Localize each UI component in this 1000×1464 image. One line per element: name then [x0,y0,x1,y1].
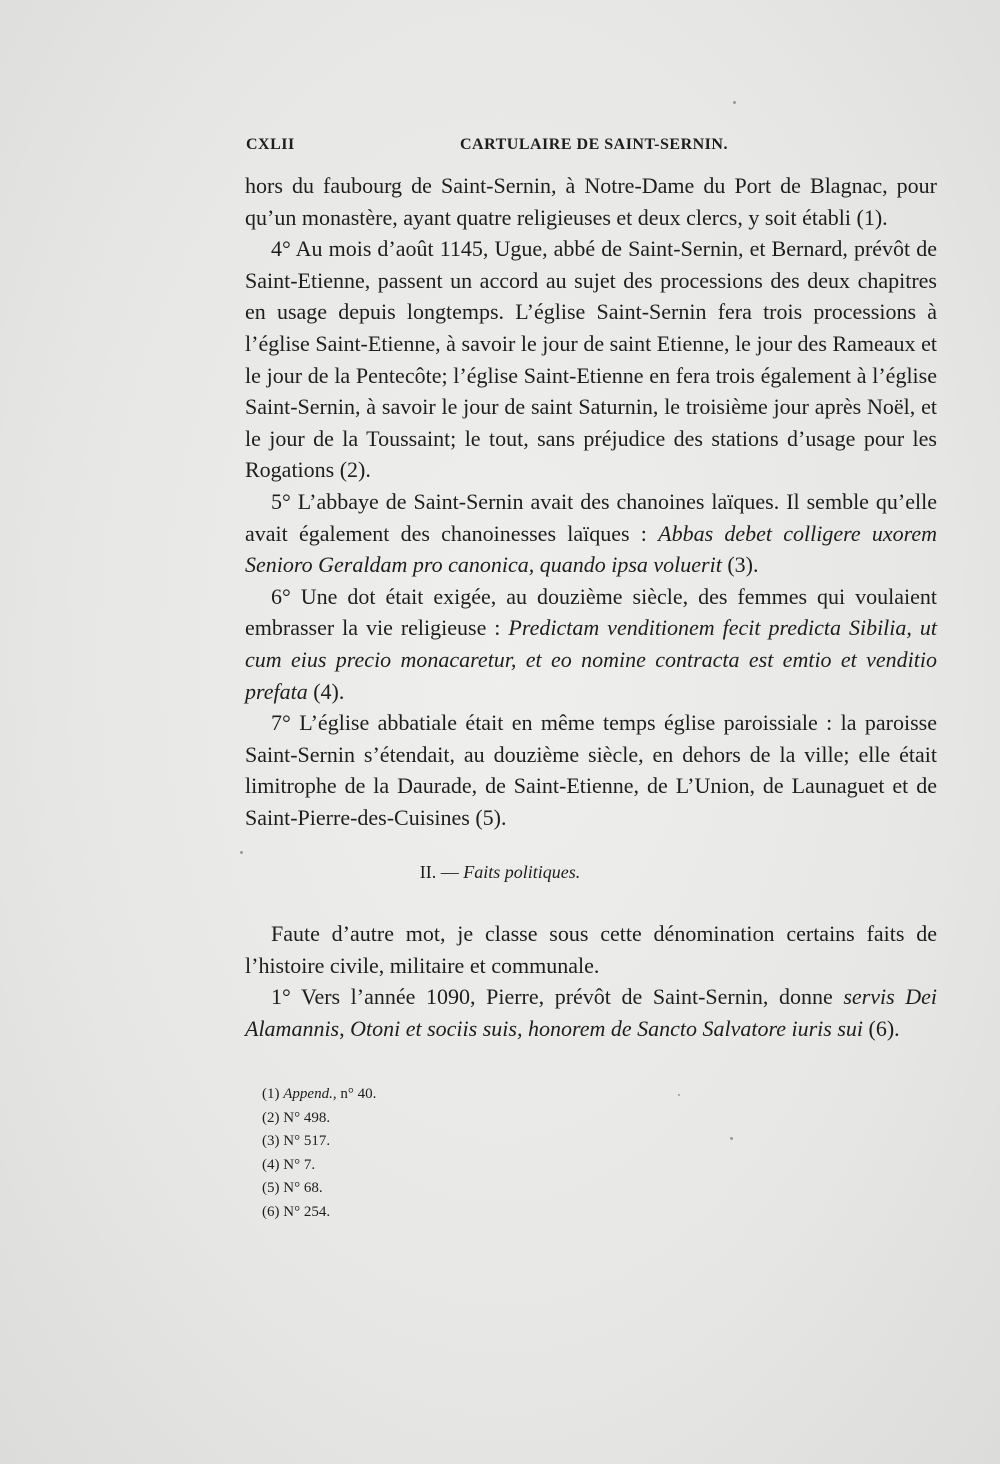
footnote-mark: (4) [262,1156,284,1173]
footnote-text: N° 498. [283,1109,331,1126]
section-paragraph-1 [245,981,937,1044]
section-intro: Faute d’autre mot, je classe sous cette dénomination certains faits de l’histoire civile, militaire et communale. [245,921,937,978]
section-paragraph-1-text: 1° Vers l’année 1090, Pierre, prévôt de Saint-Sernin, donne [271,984,844,1010]
footnote [262,1107,376,1131]
footnote-text: N° 254. [283,1203,331,1220]
paper-speck [240,851,243,854]
paragraph-4: 4° Au mois d’août 1145, Ugue, abbé de Saint-Sernin, et Bernard, prévôt de Saint-Etienne, passent un accord au sujet des processions des deux chapitres en usage depuis longtemps. L’église Saint-Sernin fera trois processions à l’église Saint-Etienne, à savoir le jour de saint Etienne, le jour des Rameaux et le jour de la Pentecôte; l’église Saint-Etienne en fera trois également à l’église Saint-Sernin, à savoir le jour de saint Saturnin, le troisième jour après Noël, et le jour de la Toussaint; le tout, sans préjudice des stations d’usage pour les Rogations (2). [245,236,937,483]
section-number: II. — [419,862,464,882]
paper-speck [730,1137,733,1140]
page-header [246,136,936,160]
paragraph-6-latin-quote: Predictam venditionem fecit predicta Sibilia, ut cum eius precio monacaretur, et eo nomine contracta est emtio et venditio prefata [245,615,937,704]
paragraph-continued: hors du faubourg de Saint-Sernin, à Notre-Dame du Port de Blagnac, pour qu’un monastère, ayant quatre religieuses et deux clercs, y soit établi (1). [245,173,937,230]
paragraph-6-note-ref: (4). [307,678,345,704]
running-title: CARTULAIRE DE SAINT-SERNIN. [460,136,728,153]
section-title: Faits politiques. [463,862,581,882]
paragraph-5 [245,486,937,581]
footnote-mark: (2) [262,1109,284,1126]
footnote-text: , n° 40. [332,1086,377,1102]
section-paragraph-1-latin-quote: servis Dei Alamannis, Otoni et sociis suis, honorem de Sancto Salvatore iuris sui [245,984,937,1041]
footnote [262,1177,376,1201]
paragraph-5-text: 5° L’abbaye de Saint-Sernin avait des chanoines laïques. Il semble qu’elle avait également des chanoinesses laïques : [245,488,937,546]
paragraph-6-text: 6° Une dot était exigée, au douzième siècle, des femmes qui voulaient embrasser la vie religieuse : [245,583,937,641]
footnote-text: N° 7. [283,1156,316,1173]
footnote [262,1154,376,1178]
paragraph-5-latin-quote: Abbas debet colligere uxorem Senioro Geraldam pro canonica, quando ipsa voluerit [245,520,937,578]
footnote-mark: (5) [262,1180,284,1196]
paragraph-7: 7° L’église abbatiale était en même temps église paroissiale : la paroisse Saint-Sernin s’étendait, au douzième siècle, en dehors de la ville; elle était limitrophe de la Daurade, de Saint-Etienne, de L’Union, de Launaguet et de Saint-Pierre-des-Cuisines (5). [245,710,937,830]
footnote-mark: (1) [262,1086,284,1102]
footnote [262,1201,376,1225]
folio-number: CXLII [246,136,295,153]
footnote-mark: (3) [262,1133,284,1149]
paragraph-6 [245,581,937,707]
footnote [262,1083,376,1107]
footnote-mark: (6) [262,1203,284,1220]
paper-speck [733,101,736,104]
footnote [262,1130,376,1154]
footnote-italic: Append. [283,1086,333,1102]
footnote-text: N° 517. [283,1133,331,1149]
section-paragraph-1-note-ref: (6). [863,1015,900,1041]
footnote-text: N° 68. [283,1180,323,1196]
section-text [245,918,937,1044]
section-heading [0,862,1000,883]
paragraph-5-note-ref: (3). [721,552,759,578]
footnotes [262,1083,376,1224]
main-text [245,170,937,833]
paper-speck [678,1094,680,1096]
